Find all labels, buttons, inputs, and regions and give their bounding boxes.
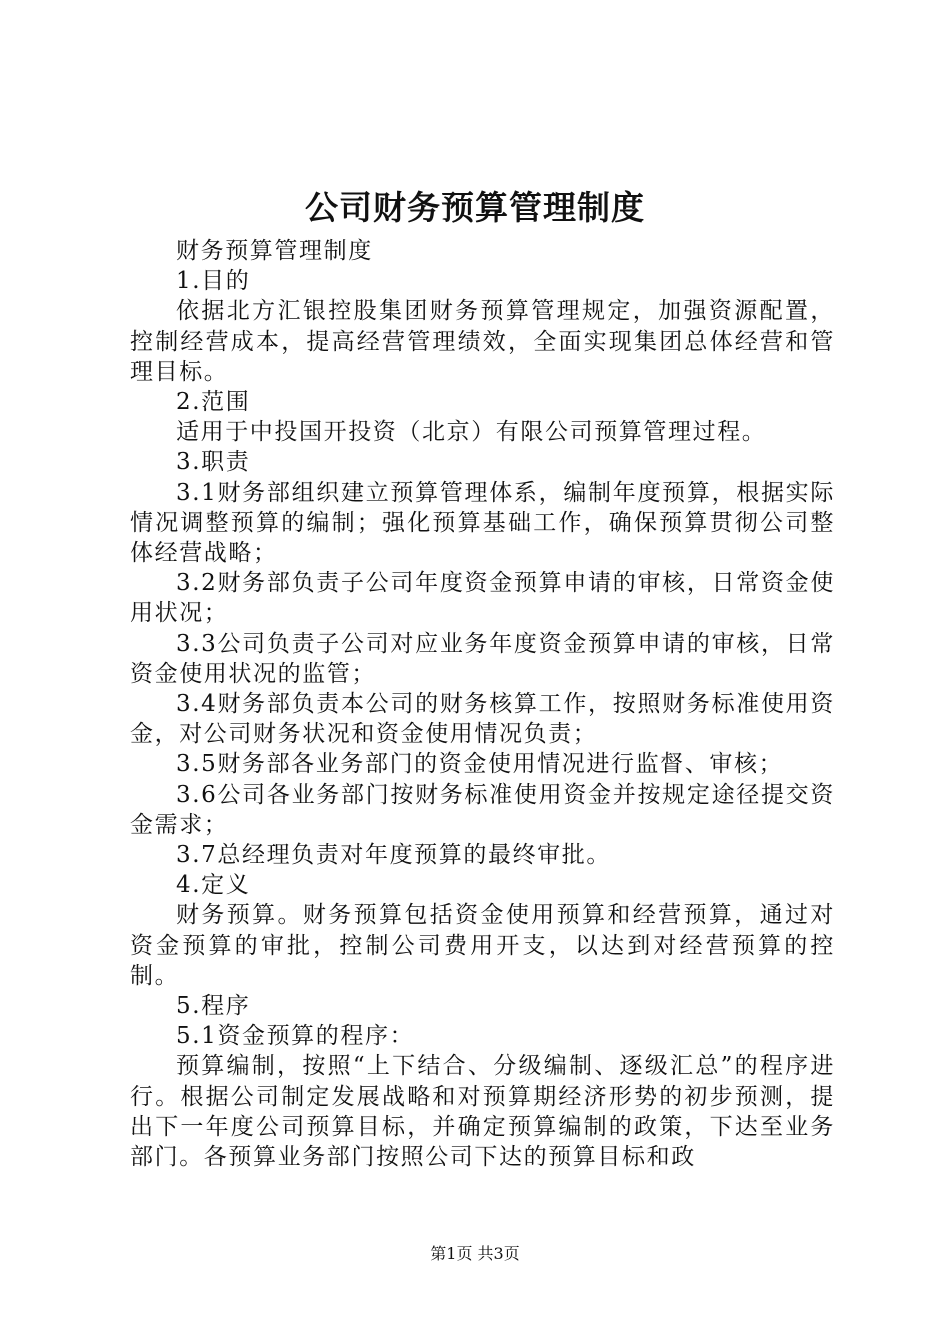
subsection-heading-5-1: 5.1资金预算的程序： <box>176 1023 415 1050</box>
paragraph-duty-3-1: 3.1财务部组织建立预算管理体系，编制年度预算，根据实际情况调整预算的编制；强化预算基础工作，确保预算贯彻公司整体经营战略； <box>130 479 835 567</box>
paragraph-duty-3-7: 3.7总经理负责对年度预算的最终审批。 <box>176 842 611 869</box>
document-title: 公司财务预算管理制度 <box>305 188 645 227</box>
section-heading-duties: 3.职责 <box>176 449 251 476</box>
section-heading-scope: 2.范围 <box>176 389 251 416</box>
paragraph-scope: 适用于中投国开投资（北京）有限公司预算管理过程。 <box>176 419 767 446</box>
paragraph-duty-3-3: 3.3公司负责子公司对应业务年度资金预算申请的审核，日常资金使用状况的监管； <box>130 630 835 687</box>
paragraph-duty-3-2: 3.2财务部负责子公司年度资金预算申请的审核，日常资金使用状况； <box>130 570 835 627</box>
paragraph-duty-3-4: 3.4财务部负责本公司的财务核算工作，按照财务标准使用资金，对公司财务状况和资金使用情况负责； <box>130 691 835 748</box>
paragraph-subtitle: 财务预算管理制度 <box>176 238 373 264</box>
paragraph-procedure-budgeting: 预算编制，按照“上下结合、分级编制、逐级汇总”的程序进行。根据公司制定发展战略和对预算期经济形势的初步预测，提出下一年度公司预算目标，并确定预算编制的政策，下达至业务部门。各预算业务部门按照公司下达的预算目标和政 <box>130 1053 835 1171</box>
section-heading-purpose: 1.目的 <box>176 268 251 295</box>
section-heading-definition: 4.定义 <box>176 872 251 899</box>
section-heading-procedure: 5.程序 <box>176 993 251 1020</box>
paragraph-duty-3-6: 3.6公司各业务部门按财务标准使用资金并按规定途径提交资金需求； <box>130 781 835 838</box>
page-footer: 第1页 共3页 <box>430 1244 520 1263</box>
paragraph-purpose: 依据北方汇银控股集团财务预算管理规定，加强资源配置，控制经营成本，提高经营管理绩效，全面实现集团总体经营和管理目标。 <box>130 298 835 385</box>
paragraph-duty-3-5: 3.5财务部各业务部门的资金使用情况进行监督、审核； <box>176 751 784 778</box>
document-body <box>130 236 835 1172</box>
paragraph-definition: 财务预算。财务预算包括资金使用预算和经营预算，通过对资金预算的审批，控制公司费用开支，以达到对经营预算的控制。 <box>130 902 835 989</box>
